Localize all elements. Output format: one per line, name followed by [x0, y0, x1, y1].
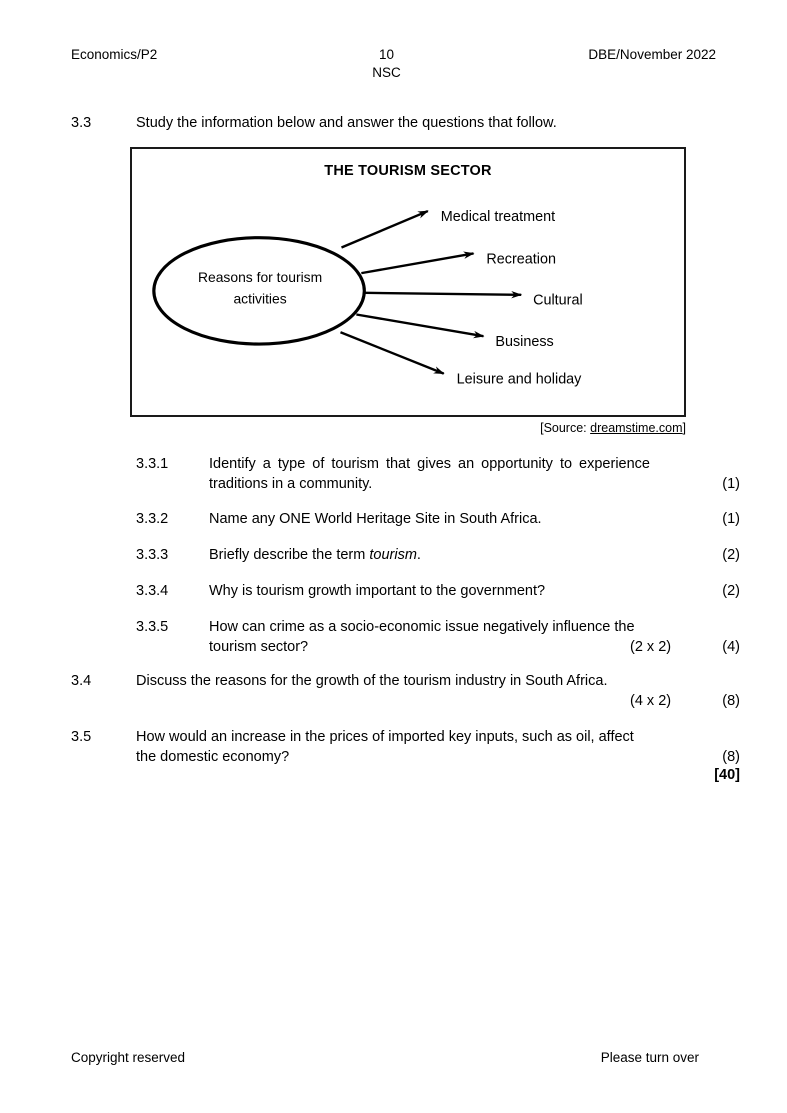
header-page-number: 10 [378, 47, 395, 62]
branch-label-leisure-holiday: Leisure and holiday [456, 371, 582, 388]
question-term-emphasis: tourism [369, 547, 417, 563]
question-submarks: (2 x 2) [630, 639, 672, 655]
question-number: 3.3.4 [136, 583, 169, 599]
branch-label-medical-treatment: Medical treatment [440, 208, 556, 225]
figure-tourism-sector [130, 147, 686, 417]
question-3-3-4 [71, 581, 740, 601]
question-3-3-lead-in [71, 114, 740, 133]
question-text: Name any ONE World Heritage Site in South Africa. [209, 511, 542, 527]
footer-turn-over: Please turn over [600, 1050, 699, 1065]
branch-label-cultural: Cultural [533, 292, 583, 309]
question-number: 3.3.5 [136, 619, 169, 635]
question-text: Identify a type of tourism that gives an opportunity to experience traditions in a community. [209, 456, 650, 492]
header-paper-code: NSC [372, 65, 401, 80]
branch-arrow-cultural [365, 293, 521, 295]
question-text: Study the information below and answer the questions that follow. [136, 115, 557, 131]
branch-arrow-medical-treatment [341, 211, 427, 247]
question-text-part2: . [416, 547, 421, 563]
question-number: 3.3.3 [136, 547, 169, 563]
question-text-part1: Briefly describe the term [209, 547, 370, 563]
question-number: 3.3.2 [136, 511, 169, 527]
question-number: 3.3 [71, 115, 92, 131]
source-link[interactable]: dreamstime.com [590, 421, 683, 435]
question-marks: (4) [722, 639, 740, 655]
question-number: 3.4 [71, 673, 92, 689]
branch-label-recreation: Recreation [486, 251, 556, 268]
question-text [209, 545, 650, 565]
page-footer [71, 1049, 699, 1067]
header-exam-session: DBE/November 2022 [588, 47, 716, 62]
question-number: 3.3.1 [136, 456, 169, 472]
branch-label-business: Business [495, 334, 554, 351]
question-number: 3.5 [71, 729, 92, 745]
question-marks: (1) [722, 476, 740, 492]
question-marks: (8) [722, 693, 740, 709]
question-submarks: (4 x 2) [630, 693, 672, 709]
page-header [71, 46, 716, 64]
branch-arrow-leisure-holiday [340, 332, 443, 373]
source-suffix: ] [682, 421, 686, 435]
branch-arrow-recreation [361, 253, 473, 273]
section-total-marks: [40] [714, 767, 740, 783]
question-3-3-1 [71, 454, 740, 494]
question-text: Discuss the reasons for the growth of the tourism industry in South Africa. [136, 673, 608, 689]
figure-title: THE TOURISM SECTOR [324, 163, 492, 179]
question-marks: (2) [722, 547, 740, 563]
question-3-3-3 [71, 545, 740, 565]
question-3-3-5 [71, 617, 740, 657]
question-3-4 [71, 671, 740, 709]
central-node-label-line2: activities [233, 290, 287, 307]
question-text: How would an increase in the prices of imported key inputs, such as oil, affect the domestic economy? [136, 729, 634, 765]
question-text: How can crime as a socio-economic issue negatively influence the tourism sector? [209, 619, 635, 655]
question-3-5 [71, 727, 740, 783]
footer-copyright: Copyright reserved [71, 1050, 186, 1065]
source-prefix: [Source: [540, 421, 591, 435]
question-3-3-2 [71, 509, 740, 529]
central-node-label-line1: Reasons for tourism [197, 269, 323, 285]
question-marks: (8) [722, 749, 740, 765]
question-text: Why is tourism growth important to the government? [209, 583, 546, 599]
header-subject: Economics/P2 [71, 47, 158, 62]
figure-source-credit [0, 420, 686, 436]
question-marks: (2) [722, 583, 740, 599]
question-marks: (1) [722, 511, 740, 527]
branch-arrow-business [356, 315, 483, 337]
tourism-mind-map-diagram [132, 149, 684, 415]
